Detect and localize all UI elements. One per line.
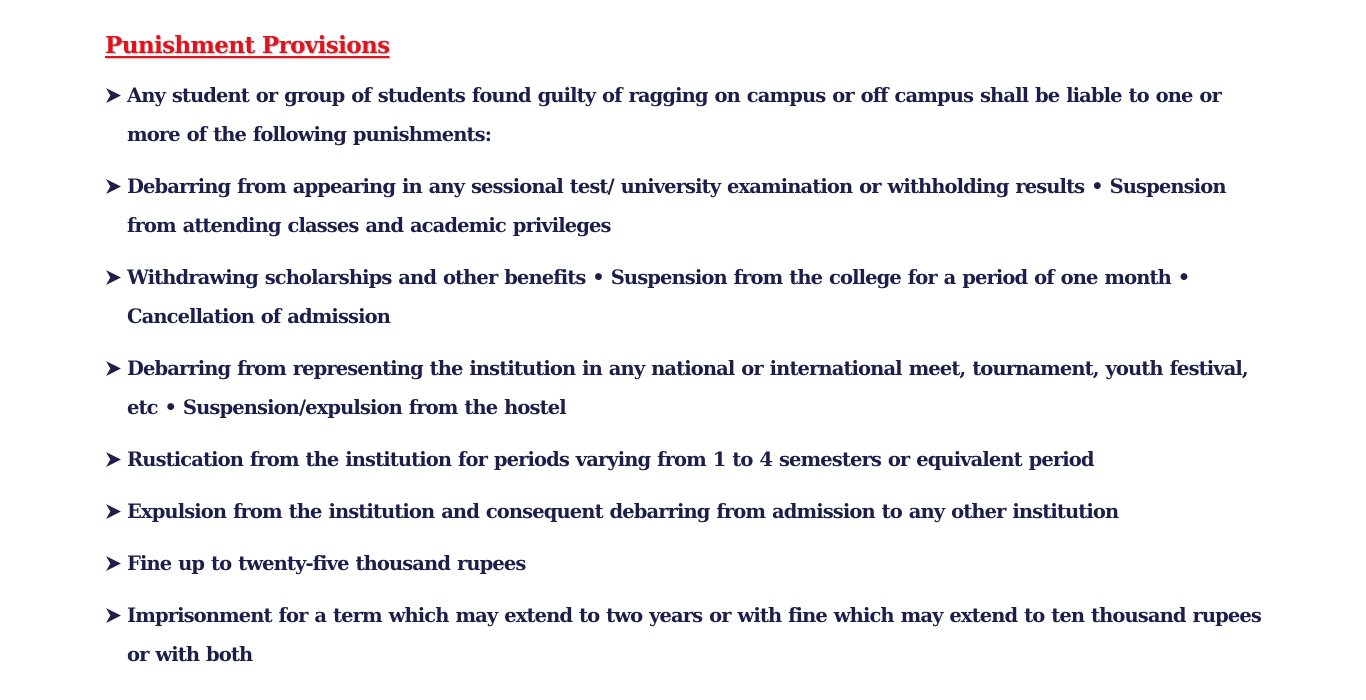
provisions-list <box>105 76 1276 674</box>
provision-text: Debarring from appearing in any sessional test/ university examination or withholding results • Suspension from attending classes and academic privileges <box>127 175 1226 237</box>
arrowhead-bullet-icon <box>105 258 127 297</box>
provision-text: Expulsion from the institution and consequent debarring from admission to any other institution <box>127 500 1119 523</box>
provision-text: Debarring from representing the institution in any national or international meet, tournament, youth festival, etc • Suspension/expulsion from the hostel <box>127 357 1248 419</box>
arrowhead-bullet-icon <box>105 349 127 388</box>
provision-text: Any student or group of students found guilty of ragging on campus or off campus shall be liable to one or more of the following punishments: <box>127 84 1221 146</box>
list-item <box>105 167 1276 245</box>
arrowhead-bullet-icon <box>105 76 127 115</box>
list-item <box>105 440 1276 479</box>
provision-text: Imprisonment for a term which may extend to two years or with fine which may extend to ten thousand rupees or with both <box>127 604 1261 666</box>
provision-text: Withdrawing scholarships and other benefits • Suspension from the college for a period of one month • Cancellation of admission <box>127 266 1190 328</box>
arrowhead-bullet-icon <box>105 596 127 635</box>
list-item <box>105 492 1276 531</box>
arrowhead-bullet-icon <box>105 440 127 479</box>
list-item <box>105 349 1276 427</box>
list-item <box>105 76 1276 154</box>
arrowhead-bullet-icon <box>105 492 127 531</box>
list-item <box>105 258 1276 336</box>
arrowhead-bullet-icon <box>105 544 127 583</box>
list-item <box>105 596 1276 674</box>
page-title: Punishment Provisions <box>105 32 390 59</box>
arrowhead-bullet-icon <box>105 167 127 206</box>
provision-text: Rustication from the institution for periods varying from 1 to 4 semesters or equivalent period <box>127 448 1094 471</box>
provision-text: Fine up to twenty-five thousand rupees <box>127 552 526 575</box>
list-item <box>105 544 1276 583</box>
